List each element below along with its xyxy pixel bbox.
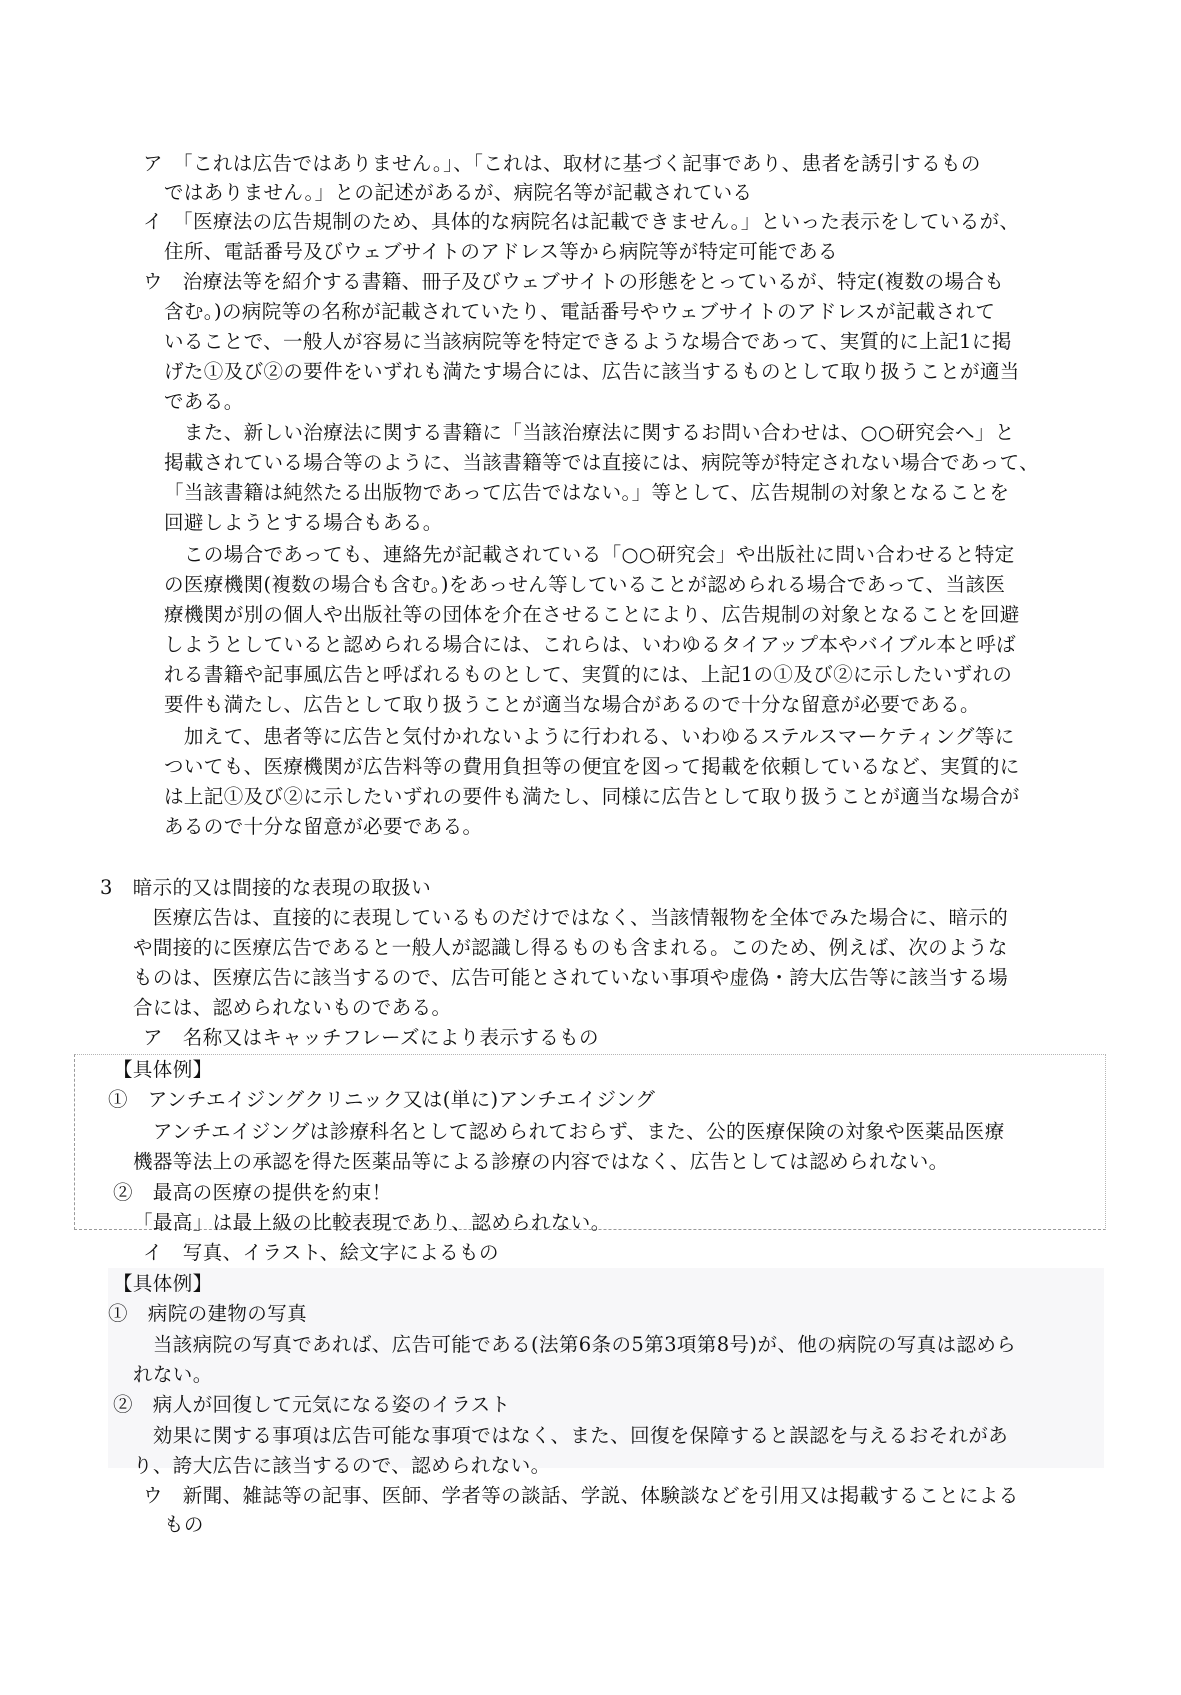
item-i-line-2: 住所、電話番号及びウェブサイトのアドレス等から病院等が特定可能である — [164, 240, 838, 263]
para-stealth-line-4: あるので十分な留意が必要である。 — [164, 815, 483, 838]
para-case-line-1: この場合であっても、連絡先が記載されている「○○研究会」や出版社に問い合わせると特定 — [164, 543, 1015, 566]
example-i-item-2: ② 病人が回復して元気になる姿のイラスト — [113, 1393, 511, 1416]
example-i-item-2-desc-2: り、誇大広告に該当するので、認められない。 — [133, 1454, 551, 1477]
example-a-item-2-desc: 「最高」は最上級の比較表現であり、認められない。 — [133, 1211, 611, 1234]
para-case-line-6: 要件も満たし、広告として取り扱うことが適当な場合があるので十分な留意が必要である。 — [164, 693, 980, 716]
para-also-line-3: 「当該書籍は純然たる出版物であって広告ではない。」等として、広告規制の対象となることを — [164, 481, 1010, 504]
para-also-line-4: 回避しようとする場合もある。 — [164, 511, 443, 534]
para-stealth-line-2: ついても、医療機関が広告料等の費用負担等の便宜を図って掲載を依頼しているなど、実質的に — [164, 755, 1020, 778]
section-3-intro-line-2: や間接的に医療広告であると一般人が認識し得るものも含まれる。このため、例えば、次のような — [133, 936, 1008, 959]
item-u-line-2: 含む。)の病院等の名称が記載されていたり、電話番号やウェブサイトのアドレスが記載されて — [164, 300, 996, 323]
para-case-line-2: の医療機関(複数の場合も含む。)をあっせん等していることが認められる場合であって、当該医 — [164, 573, 1006, 596]
example-a-heading: 【具体例】 — [113, 1058, 213, 1081]
para-stealth-line-1: 加えて、患者等に広告と気付かれないように行われる、いわゆるステルスマーケティング等に — [164, 725, 1015, 748]
section-3-intro-line-1: 医療広告は、直接的に表現しているものだけではなく、当該情報物を全体でみた場合に、暗示的 — [133, 906, 1009, 929]
item-u-line-4: げた①及び②の要件をいずれも満たす場合には、広告に該当するものとして取り扱うことが適当 — [164, 360, 1020, 383]
para-case-line-4: しようとしていると認められる場合には、これらは、いわゆるタイアップ本やバイブル本と呼ば — [164, 633, 1016, 656]
item-i-line-1: イ 「医療法の広告規制のため、具体的な病院名は記載できません。」といった表示をしているが、 — [143, 210, 1020, 233]
section-3-heading: 3 暗示的又は間接的な表現の取扱い — [100, 876, 432, 899]
para-stealth-line-3: は上記①及び②に示したいずれの要件も満たし、同様に広告として取り扱うことが適当な場合が — [164, 785, 1020, 808]
example-i-item-2-desc-1: 効果に関する事項は広告可能な事項ではなく、また、回復を保障すると誤認を与えるおそれがあ — [133, 1424, 1009, 1447]
para-case-line-5: れる書籍や記事風広告と呼ばれるものとして、実質的には、上記1の①及び②に示したいずれの — [164, 663, 1013, 686]
para-also-line-2: 掲載されている場合等のように、当該書籍等では直接には、病院等が特定されない場合であって、 — [164, 451, 1040, 474]
item-a-line-2: ではありません。」との記述があるが、病院名等が記載されている — [164, 181, 753, 204]
item-a-line-1: ア 「これは広告ではありません。」、「これは、取材に基づく記事であり、患者を誘引するもの — [143, 152, 981, 175]
item-u-line-5: である。 — [164, 390, 244, 413]
section-3-intro-line-4: 合には、認められないものである。 — [133, 996, 452, 1019]
section-3-intro-line-3: ものは、医療広告に該当するので、広告可能とされていない事項や虚偽・誇大広告等に該当する場 — [133, 966, 1009, 989]
example-a-item-2: ② 最高の医療の提供を約束！ — [113, 1181, 392, 1204]
item-u-title-line-1: ウ 新聞、雑誌等の記事、医師、学者等の談話、学説、体験談などを引用又は掲載することによる — [143, 1484, 1019, 1507]
example-i-item-1-desc-1: 当該病院の写真であれば、広告可能である(法第6条の5第3項第8号)が、他の病院の写真は認めら — [133, 1333, 1017, 1356]
item-u-line-1: ウ 治療法等を紹介する書籍、冊子及びウェブサイトの形態をとっているが、特定(複数の場合も — [143, 270, 1005, 293]
item-u-title-line-2: もの — [164, 1513, 204, 1536]
example-i-item-1: ① 病院の建物の写真 — [108, 1302, 308, 1325]
example-i-heading: 【具体例】 — [113, 1272, 213, 1295]
example-a-item-1: ① アンチエイジングクリニック又は(単に)アンチエイジング — [108, 1088, 656, 1111]
example-a-item-1-desc-1: アンチエイジングは診療科名として認められておらず、また、公的医療保険の対象や医薬品医療 — [133, 1120, 1005, 1143]
para-also-line-1: また、新しい治療法に関する書籍に「当該治療法に関するお問い合わせは、○○研究会へ」と — [164, 421, 1015, 444]
item-i-title: イ 写真、イラスト、絵文字によるもの — [143, 1241, 499, 1264]
item-u-line-3: いることで、一般人が容易に当該病院等を特定できるような場合であって、実質的に上記1に掲 — [164, 330, 1012, 353]
example-i-item-1-desc-2: れない。 — [133, 1363, 213, 1386]
item-a-title: ア 名称又はキャッチフレーズにより表示するもの — [143, 1026, 599, 1049]
example-a-item-1-desc-2: 機器等法上の承認を得た医薬品等による診療の内容ではなく、広告としては認められない。 — [133, 1150, 949, 1173]
para-case-line-3: 療機関が別の個人や出版社等の団体を介在させることにより、広告規制の対象となることを回避 — [164, 603, 1020, 626]
